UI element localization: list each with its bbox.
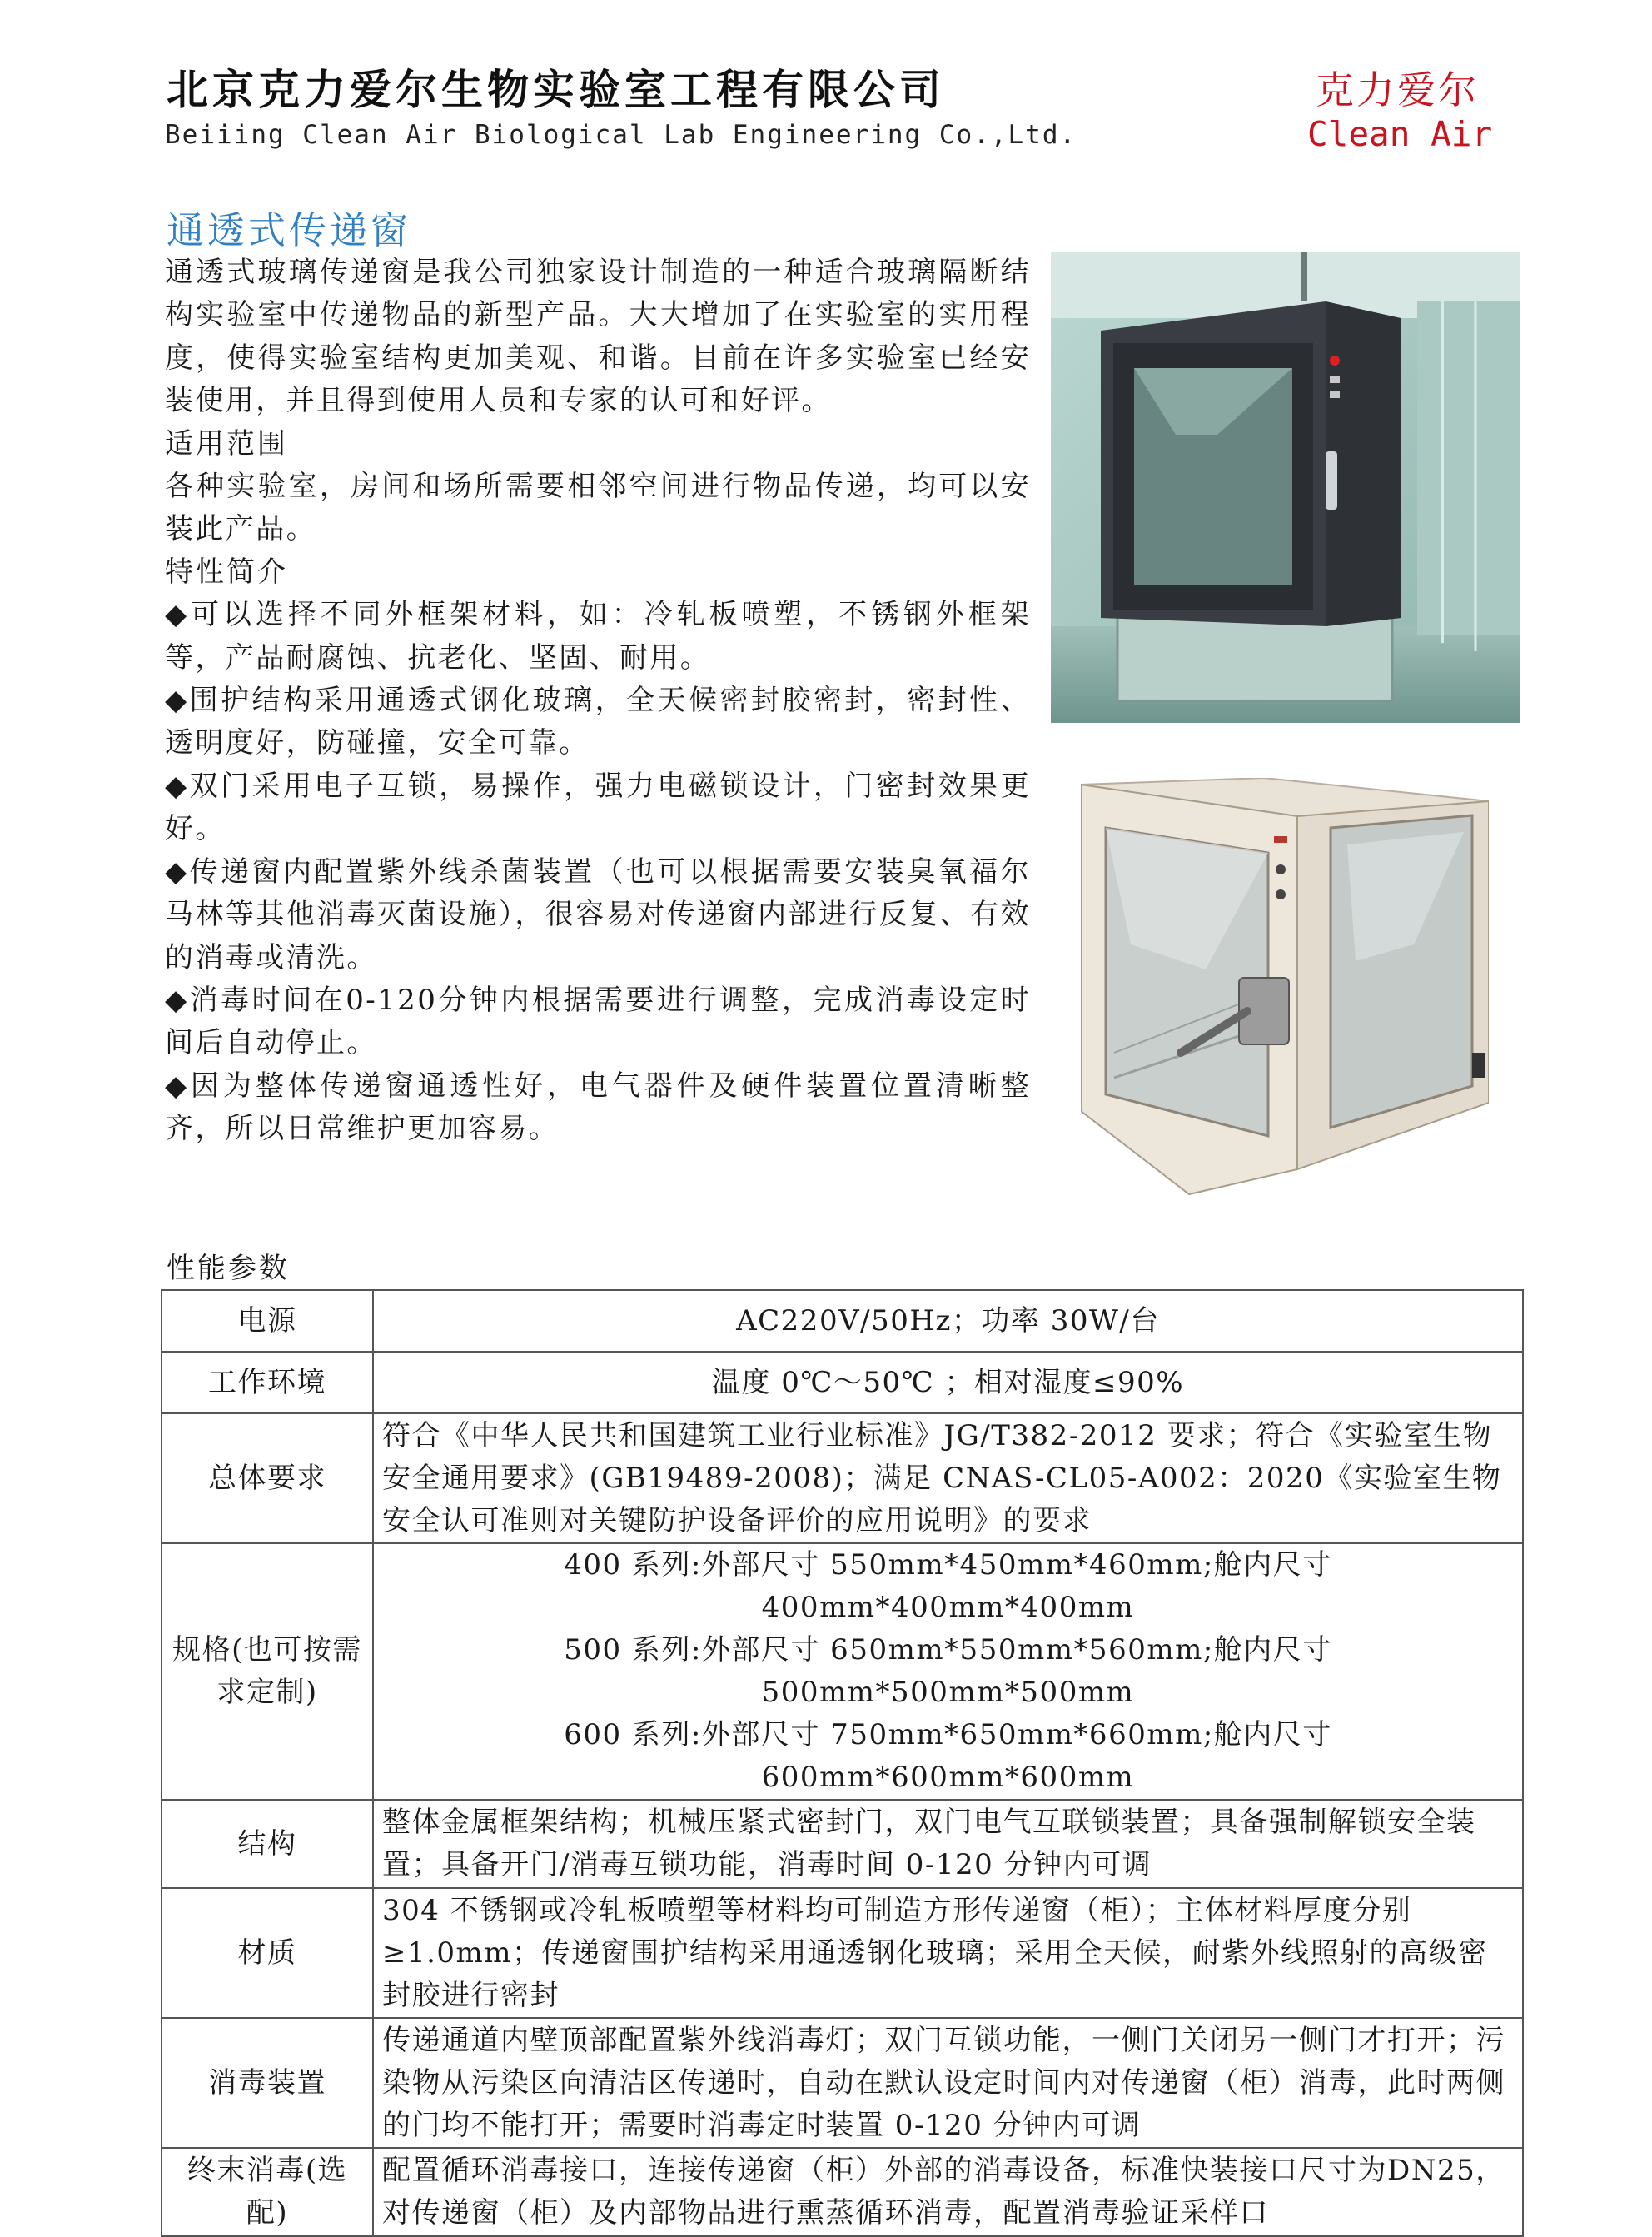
table-row — [162, 1290, 1523, 1352]
spec-label: 总体要求 — [162, 1413, 373, 1543]
spec-value: 符合《中华人民共和国建筑工业行业标准》JG/T382-2012 要求；符合《实验室生物安全通用要求》(GB19489-2008)；满足 CNAS-CL05-A002：2020《实验室生物安全认可准则对关键防护设备评价的应用说明》的要求 — [373, 1413, 1523, 1543]
spec-label: 工作环境 — [162, 1352, 373, 1413]
features-heading: 特性简介 — [165, 555, 288, 589]
product-pass-box-photo — [1081, 778, 1489, 1203]
brand-name-en: Clean Air — [1307, 114, 1493, 154]
feature-item: ◆双门采用电子互锁，易操作，强力电磁锁设计，门密封效果更好。 — [165, 769, 1031, 846]
table-row — [162, 2018, 1523, 2148]
spec-value: 整体金属框架结构；机械压紧式密封门，双门电气互联锁装置；具备强制解锁安全装置；具备开门/消毒互锁功能，消毒时间 0-120 分钟内可调 — [373, 1800, 1523, 1888]
company-name-en: Beiiing Clean Air Biological Lab Engineering Co.,Ltd. — [165, 120, 1077, 150]
table-row — [162, 1352, 1523, 1413]
feature-item: ◆围护结构采用通透式钢化玻璃，全天候密封胶密封，密封性、透明度好，防碰撞，安全可靠。 — [165, 684, 1031, 760]
table-row — [162, 1888, 1523, 2018]
spec-value — [373, 1543, 1523, 1800]
brand-name-cn: 克力爱尔 — [1316, 67, 1479, 112]
scope-paragraph: 各种实验室，房间和场所需要相邻空间进行物品传递，均可以安装此产品。 — [165, 470, 1031, 546]
spec-value: 配置循环消毒接口，连接传递窗（柜）外部的消毒设备，标准快装接口尺寸为DN25，对传递窗（柜）及内部物品进行熏蒸循环消毒，配置消毒验证采样口 — [373, 2148, 1523, 2236]
company-name-cn: 北京克力爱尔生物实验室工程有限公司 — [167, 66, 945, 114]
specs-table — [161, 1289, 1524, 2237]
table-row — [162, 2148, 1523, 2236]
spec-label: 电源 — [162, 1290, 373, 1352]
spec-value: 304 不锈钢或冷轧板喷塑等材料均可制造方形传递窗（柜）；主体材料厚度分别≥1.0mm；传递窗围护结构采用通透钢化玻璃；采用全天候，耐紫外线照射的高级密封胶进行密封 — [373, 1888, 1523, 2018]
spec-value: 传递通道内壁顶部配置紫外线消毒灯；双门互锁功能，一侧门关闭另一侧门才打开；污染物从污染区向清洁区传递时，自动在默认设定时间内对传递窗（柜）消毒，此时两侧的门均不能打开；需要时消毒定时装置 0-120 分钟内可调 — [373, 2018, 1523, 2148]
table-row — [162, 1543, 1523, 1800]
intro-paragraph: 通透式玻璃传递窗是我公司独家设计制造的一种适合玻璃隔断结构实验室中传递物品的新型产品。大大增加了在实验室的实用程度，使得实验室结构更加美观、和谐。目前在许多实验室已经安装使用，并且得到使用人员和专家的认可和好评。 — [165, 256, 1031, 418]
spec-size-line: 500 系列:外部尺寸 650mm*550mm*560mm;舱内尺寸 500mm*500mm*500mm — [564, 1633, 1332, 1709]
spec-size-line: 400 系列:外部尺寸 550mm*450mm*460mm;舱内尺寸 400mm*400mm*400mm — [564, 1548, 1332, 1624]
spec-label: 消毒装置 — [162, 2018, 373, 2148]
feature-item: ◆因为整体传递窗通透性好，电气器件及硬件装置位置清晰整齐，所以日常维护更加容易。 — [165, 1069, 1031, 1146]
feature-item: ◆传递窗内配置紫外线杀菌装置（也可以根据需要安装臭氧福尔马林等其他消毒灭菌设施），很容易对传递窗内部进行反复、有效的消毒或清洗。 — [165, 854, 1031, 974]
lab-pass-box-photo — [1051, 252, 1520, 723]
spec-label: 结构 — [162, 1800, 373, 1888]
table-row — [162, 1413, 1523, 1543]
spec-value: 温度 0℃～50℃ ；相对湿度≤90% — [373, 1352, 1523, 1413]
spec-value: AC220V/50Hz；功率 30W/台 — [373, 1290, 1523, 1352]
spec-label: 规格(也可按需求定制) — [162, 1543, 373, 1800]
feature-item: ◆消毒时间在0-120分钟内根据需要进行调整，完成消毒设定时间后自动停止。 — [165, 983, 1031, 1060]
spec-label: 终末消毒(选配) — [162, 2148, 373, 2236]
specs-heading: 性能参数 — [167, 1252, 290, 1285]
product-title: 通透式传递窗 — [167, 208, 412, 252]
scope-heading: 适用范围 — [165, 426, 288, 461]
table-row — [162, 1800, 1523, 1888]
product-description — [165, 252, 1031, 1151]
feature-item: ◆可以选择不同外框架材料，如：冷轧板喷塑，不锈钢外框架等，产品耐腐蚀、抗老化、坚固、耐用。 — [165, 598, 1031, 675]
spec-label: 材质 — [162, 1888, 373, 2018]
spec-size-line: 600 系列:外部尺寸 750mm*650mm*660mm;舱内尺寸 600mm*600mm*600mm — [564, 1718, 1332, 1794]
